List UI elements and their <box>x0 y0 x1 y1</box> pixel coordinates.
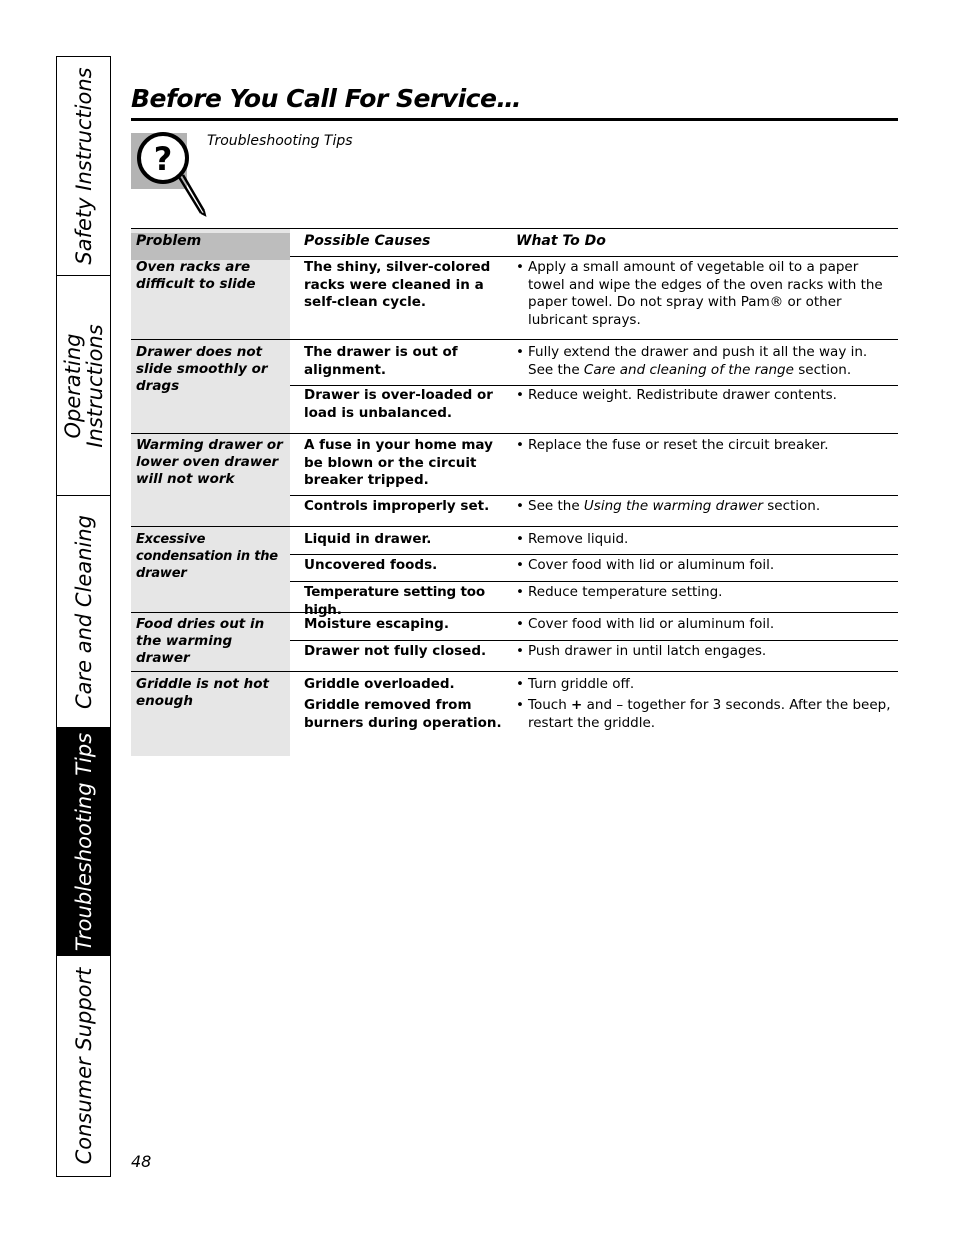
row-divider <box>131 526 898 527</box>
row-divider <box>131 339 898 340</box>
todo-text: • See the Using the warming drawer section. <box>516 498 821 514</box>
bullet-icon: • <box>516 531 524 547</box>
cause-text: Liquid in drawer. <box>304 531 432 547</box>
bullet-icon: • <box>516 437 524 453</box>
tab-consumer-support[interactable] <box>57 956 110 1176</box>
column-header-possible-causes: Possible Causes <box>304 233 431 249</box>
title-rule <box>131 118 898 121</box>
bullet-icon: • <box>516 259 524 275</box>
column-header-what-to-do: What To Do <box>516 233 606 249</box>
svg-text:?: ? <box>153 140 173 178</box>
cause-text: Uncovered foods. <box>304 557 438 573</box>
tab-care-and-cleaning[interactable] <box>57 496 110 728</box>
bullet-icon: • <box>516 584 524 600</box>
problem-warming-drawer: Warming drawer or lower oven drawer will not work <box>136 437 283 487</box>
tab-safety-instructions[interactable] <box>57 57 110 276</box>
page-number: 48 <box>131 1152 152 1171</box>
todo-text: • Fully extend the drawer and push it all the way in. See the Care and cleaning of the range section. <box>516 344 868 378</box>
todo-text: • Apply a small amount of vegetable oil to a paper towel and wipe the edges of the oven racks with the paper towel. Do not spray with Pam® or other lubricant sprays. <box>516 259 883 328</box>
question-mark-magnifier-icon <box>131 127 211 219</box>
problem-griddle: Griddle is not hot enough <box>136 676 269 709</box>
cause-text: A fuse in your home may be blown or the circuit breaker tripped. <box>304 437 493 488</box>
todo-text: • Reduce temperature setting. <box>516 584 723 600</box>
tab-label: Consumer Support <box>71 967 96 1165</box>
table-header-row <box>131 228 898 257</box>
bullet-icon: • <box>516 643 524 659</box>
todo-text: • Remove liquid. <box>516 531 629 547</box>
bullet-icon: • <box>516 344 524 360</box>
cause-divider <box>290 640 898 641</box>
tab-label: Operating Instructions <box>60 323 107 448</box>
todo-text: • Touch + and – together for 3 seconds. After the beep, restart the griddle. <box>516 697 891 731</box>
row-divider <box>131 612 898 613</box>
problem-condensation: Excessive condensation in the drawer <box>136 532 278 581</box>
problem-oven-racks: Oven racks are difficult to slide <box>136 259 256 292</box>
cause-text: Moisture escaping. <box>304 616 449 632</box>
cause-text: Controls improperly set. <box>304 498 490 514</box>
column-header-problem: Problem <box>136 233 202 249</box>
cause-divider <box>290 581 898 582</box>
row-divider <box>131 671 898 672</box>
cause-text: Temperature setting too high. <box>304 584 485 618</box>
bullet-icon: • <box>516 557 524 573</box>
cause-text: Griddle overloaded. <box>304 676 455 692</box>
tab-troubleshooting-tips[interactable] <box>57 728 110 956</box>
bullet-icon: • <box>516 387 524 403</box>
todo-text: • Replace the fuse or reset the circuit breaker. <box>516 437 829 453</box>
cause-divider <box>290 495 898 496</box>
todo-text: • Turn griddle off. <box>516 676 635 692</box>
cause-divider <box>290 385 898 386</box>
tab-label: Care and Cleaning <box>71 514 96 709</box>
problem-food-dries-out: Food dries out in the warming drawer <box>136 616 265 666</box>
bullet-icon: • <box>516 616 524 632</box>
cause-text: The shiny, silver-colored racks were cleaned in a self-clean cycle. <box>304 259 491 310</box>
tab-operating-instructions[interactable] <box>57 276 110 496</box>
bullet-icon: • <box>516 676 524 692</box>
row-divider <box>131 433 898 434</box>
todo-text: • Cover food with lid or aluminum foil. <box>516 557 775 573</box>
cause-text: The drawer is out of alignment. <box>304 344 458 378</box>
bullet-icon: • <box>516 697 524 713</box>
todo-text: • Push drawer in until latch engages. <box>516 643 767 659</box>
todo-text: • Reduce weight. Redistribute drawer contents. <box>516 387 837 403</box>
bullet-icon: • <box>516 498 524 514</box>
tab-label: Troubleshooting Tips <box>71 732 96 951</box>
tab-label: Safety Instructions <box>71 67 96 265</box>
cause-text: Griddle removed from burners during operation. <box>304 697 502 731</box>
problem-drawer-slide: Drawer does not slide smoothly or drags <box>136 344 268 394</box>
page-title: Before You Call For Service… <box>131 84 521 113</box>
cause-divider <box>290 554 898 555</box>
side-nav <box>56 56 111 1177</box>
todo-text: • Cover food with lid or aluminum foil. <box>516 616 775 632</box>
cause-text: Drawer not fully closed. <box>304 643 487 659</box>
section-subtitle: Troubleshooting Tips <box>207 133 353 149</box>
cause-text: Drawer is over-loaded or load is unbalanced. <box>304 387 493 421</box>
